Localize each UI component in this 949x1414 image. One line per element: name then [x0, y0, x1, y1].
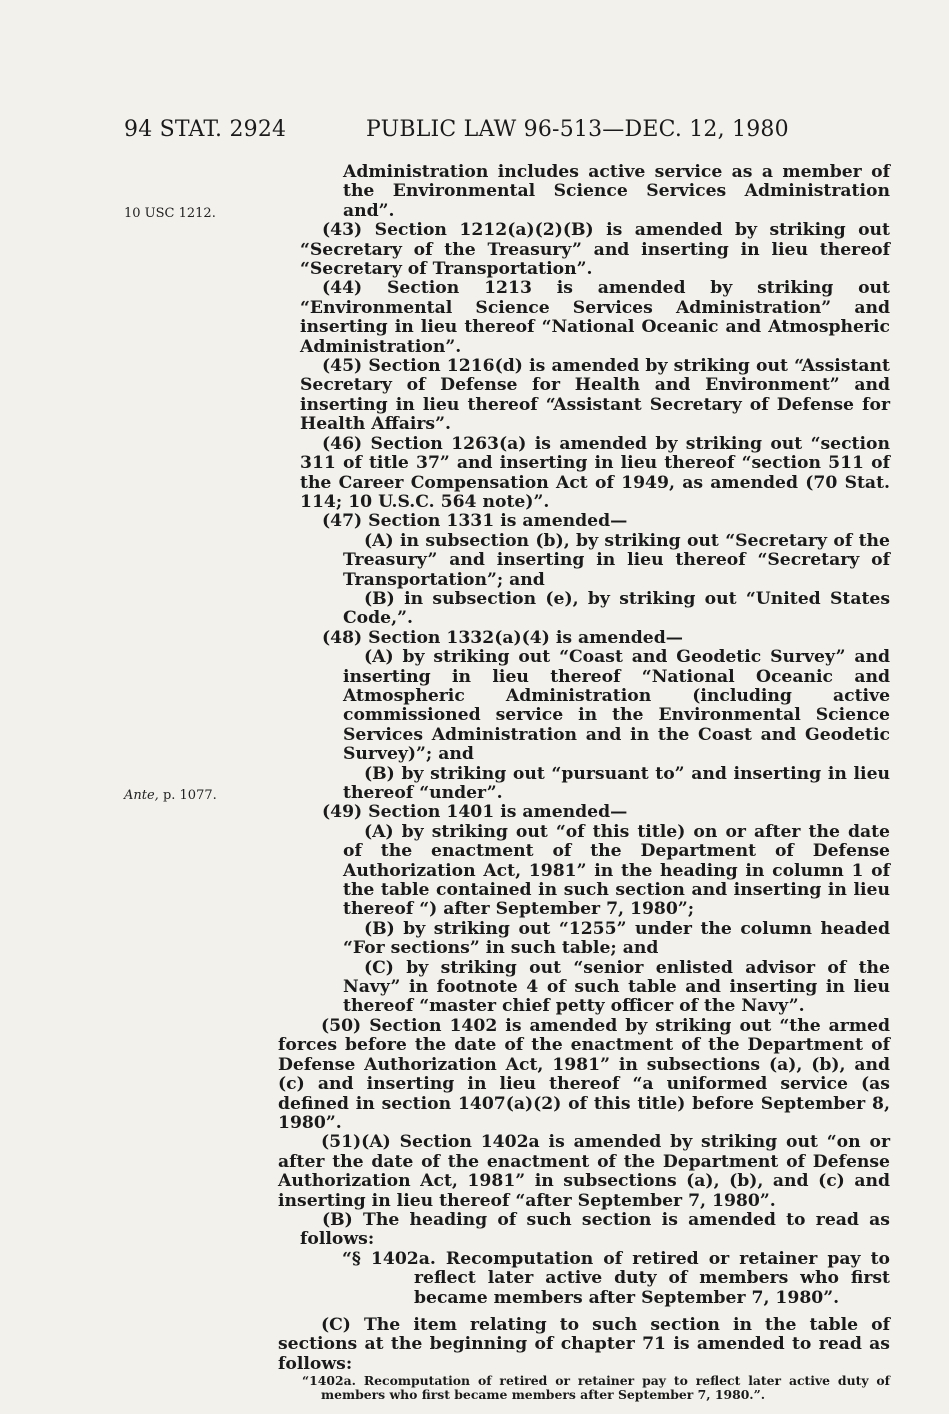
statute-body	[278, 162, 890, 1403]
paragraph-47a: (A) in subsection (b), by striking out “Secretary of the Treasury” and inserting in lieu thereof “Secretary of Transportation”; and	[343, 530, 890, 590]
paragraph-continuation: Administration includes active service as a member of the Environmental Science Services Administration and”.	[343, 162, 890, 221]
margin-note-usc: 10 USC 1212.	[124, 206, 216, 221]
paragraph-45: (45) Section 1216(d) is amended by striking out “Assistant Secretary of Defense for Health and Environment” and inserting in lieu thereof “Assistant Secretary of Defense for Health Affairs”.	[300, 356, 890, 435]
paragraph-49c: (C) by striking out “senior enlisted advisor of the Navy” in footnote 4 of such table and inserting in lieu thereof “master chief petty officer of the Navy”.	[343, 957, 890, 1017]
stat-page-number: 94 STAT. 2924	[124, 117, 287, 142]
paragraph-51a: (51)(A) Section 1402a is amended by striking out “on or after the date of the enactment of the Department of Defense Authorization Act, 1981” in subsections (a), (b), and (c) and inserting in lieu thereof “after September 7, 1980”.	[278, 1132, 890, 1211]
paragraph-49: (49) Section 1401 is amended—	[322, 802, 628, 823]
paragraph-51c: (C) The item relating to such section in the table of sections at the beginning of chapter 71 is amended to read as follows:	[278, 1314, 890, 1374]
table-of-sections-item: “1402a. Recomputation of retired or retainer pay to reflect later active duty of members who first became members after September 7, 1980.”.	[302, 1373, 890, 1403]
paragraph-48a: (A) by striking out “Coast and Geodetic Survey” and inserting in lieu thereof “National Oceanic and Atmospheric Administration (including active commissioned service in the Environmental Science Services Administration and in the Coast and Geodetic Survey)”; and	[343, 647, 890, 765]
paragraph-48: (48) Section 1332(a)(4) is amended—	[322, 627, 683, 648]
paragraph-46: (46) Section 1263(a) is amended by striking out “section 311 of title 37” and inserting in lieu thereof “section 511 of the Career Compensation Act of 1949, as amended (70 Stat. 114; 10 U.S.C. 564 note)”.	[300, 433, 890, 512]
paragraph-49a: (A) by striking out “of this title) on or after the date of the enactment of the Department of Defense Authorization Act, 1981” in the heading in column 1 of the table contained in such section and inserting in lieu thereof “) after September 7, 1980”;	[343, 821, 890, 920]
paragraph-51b: (B) The heading of such section is amended to read as follows:	[300, 1209, 890, 1250]
paragraph-47b: (B) in subsection (e), by striking out “United States Code,”.	[343, 588, 890, 629]
ante-page: p. 1077.	[162, 788, 217, 803]
paragraph-48b: (B) by striking out “pursuant to” and inserting in lieu thereof “under”.	[343, 763, 890, 803]
paragraph-44: (44) Section 1213 is amended by striking out “Environmental Science Services Administration” and inserting in lieu thereof “National Oceanic and Atmospheric Administration”.	[300, 278, 890, 357]
margin-note-ante	[124, 788, 217, 803]
ante-label: Ante,	[124, 788, 159, 803]
paragraph-47: (47) Section 1331 is amended—	[322, 511, 628, 532]
paragraph-50: (50) Section 1402 is amended by striking out “the armed forces before the date of the enactment of the Department of Defense Authorization Act, 1981” in subsections (a), (b), and (c) and inserting in lieu thereof “a uniformed service (as defined in section 1407(a)(2) of this title) before September 8, 1980”.	[278, 1015, 890, 1133]
paragraph-49b: (B) by striking out “1255” under the column headed “For sections” in such table; and	[343, 918, 890, 959]
page-title: PUBLIC LAW 96-513—DEC. 12, 1980	[366, 117, 789, 142]
section-heading: “§ 1402a. Recomputation of retired or retainer pay to reflect later active duty of members who first became members after September 7, 1980”.	[342, 1248, 890, 1308]
paragraph-43: (43) Section 1212(a)(2)(B) is amended by striking out “Secretary of the Treasury” and inserting in lieu thereof “Secretary of Transportation”.	[300, 220, 890, 280]
